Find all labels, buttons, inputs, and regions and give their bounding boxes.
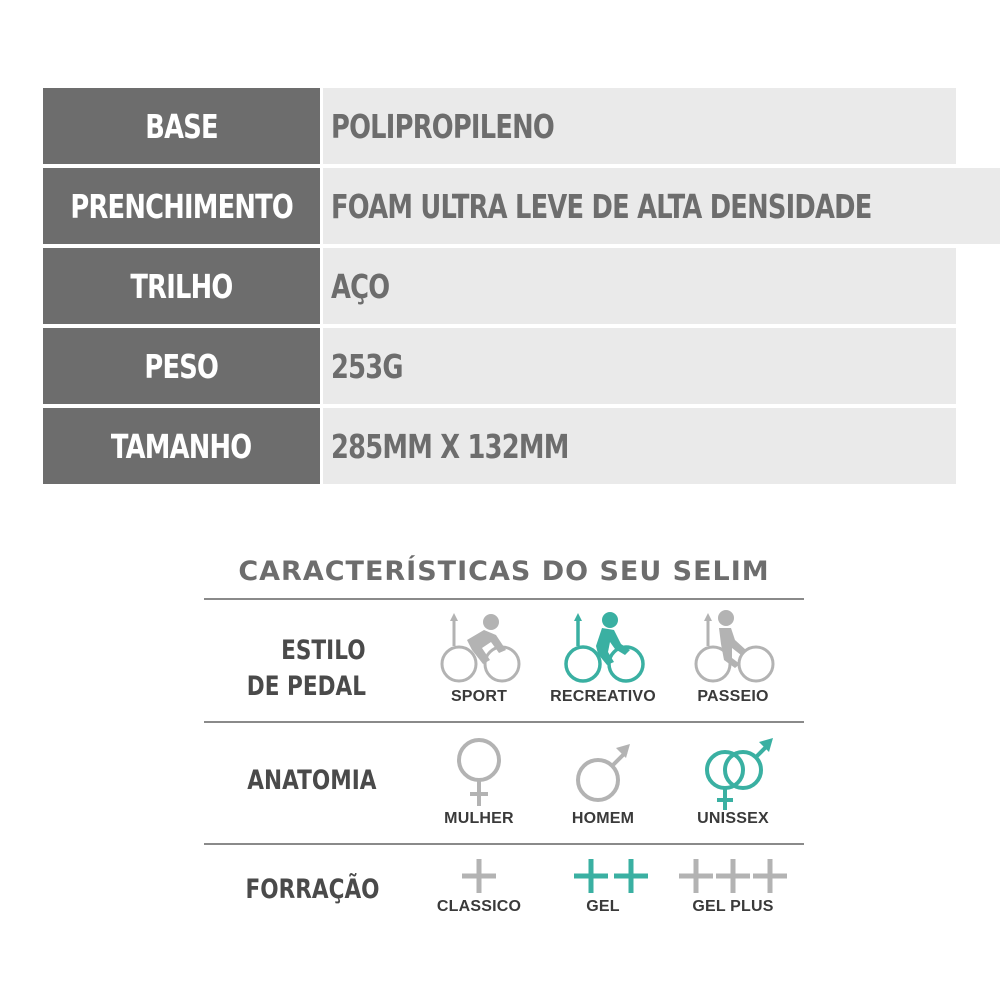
anatomy-option-unisex [668,734,798,828]
divider [204,721,804,723]
padding-option-label: CLASSICO [436,898,522,915]
padding-option-classic [414,856,544,916]
pedal-option-label: SPORT [450,688,508,705]
spec-row-size [43,408,956,484]
double-plus-icon [543,856,663,898]
anatomy-option-label: HOMEM [571,810,635,827]
spec-value: 253G [323,328,956,404]
cyclist-recreational-icon [558,610,648,688]
padding-option-gel [538,856,668,916]
anatomy-option-male [538,734,668,828]
spec-value: 285MM X 132MM [323,408,956,484]
divider [204,843,804,845]
female-symbol-icon [434,734,524,810]
anatomy-label: ANATOMIA [246,765,376,796]
anatomy-option-female [414,734,544,828]
pedal-option-recreational [538,610,668,706]
cyclist-leisure-icon [688,610,778,688]
pedal-option-label: RECREATIVO [550,688,656,705]
pedal-option-label: PASSEIO [697,688,769,705]
padding-option-label: GEL [586,898,620,915]
spec-row-weight [43,328,956,404]
characteristics-title: CARACTERÍSTICAS DO SEU SELIM [238,556,770,587]
spec-row-rail [43,248,956,324]
spec-label: PESO [43,328,320,404]
spec-label: PRENCHIMENTO [43,168,320,244]
pedal-option-leisure [668,610,798,706]
spec-row-base [43,88,956,164]
triple-plus-icon [668,856,798,898]
spec-value: FOAM ULTRA LEVE DE ALTA DENSIDADE [323,168,1000,244]
male-symbol-icon [558,734,648,810]
padding-label: FORRAÇÃO [245,874,380,905]
unisex-symbol-icon [688,734,778,810]
spec-label: BASE [43,88,320,164]
spec-label: TRILHO [43,248,320,324]
plus-icon [419,856,539,898]
spec-table [43,88,956,484]
spec-value: POLIPROPILENO [323,88,956,164]
spec-label: TAMANHO [43,408,320,484]
pedal-option-sport [414,610,544,706]
padding-option-label: GEL PLUS [692,898,774,915]
anatomy-option-label: UNISSEX [697,810,769,827]
divider [204,598,804,600]
cyclist-sport-icon [434,610,524,688]
spec-value: AÇO [323,248,956,324]
anatomy-option-label: MULHER [444,810,514,827]
pedal-style-label: ESTILO DE PEDAL [246,635,366,702]
padding-option-gel-plus [668,856,798,916]
spec-row-filling [43,168,956,244]
